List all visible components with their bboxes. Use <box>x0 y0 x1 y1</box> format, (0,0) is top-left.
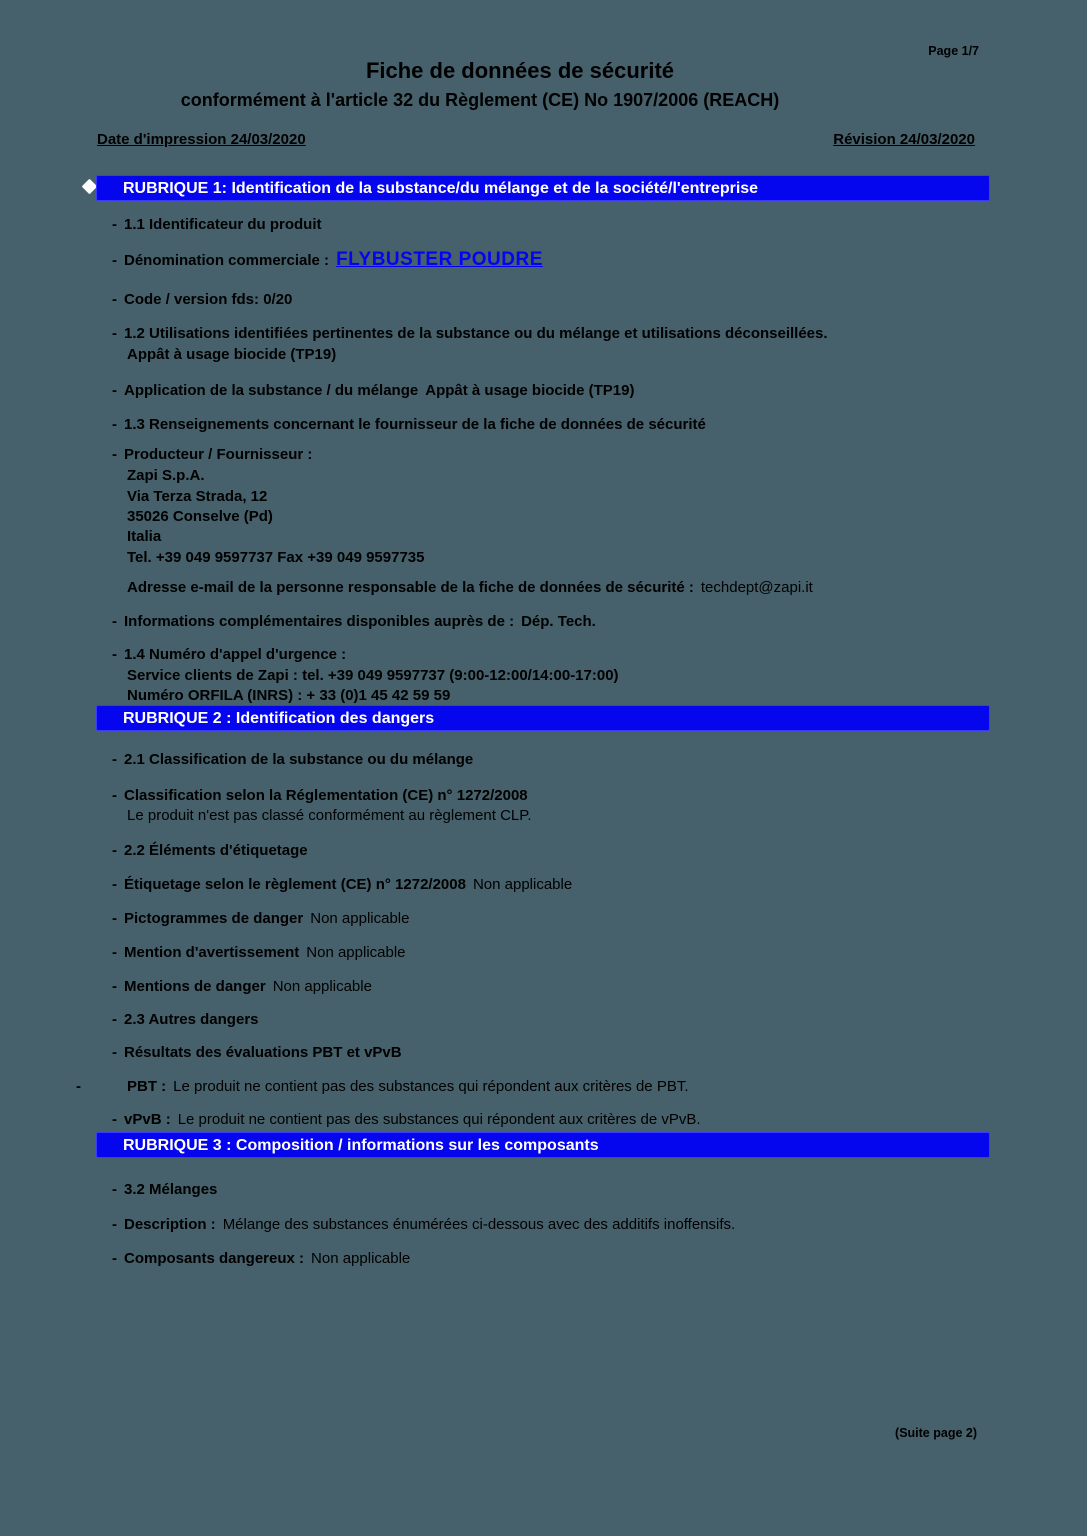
line-labelling-reg: - Étiquetage selon le règlement (CE) n° 1272/2008 Non applicable <box>112 876 573 893</box>
bullet-dash: - <box>112 1011 117 1028</box>
line-emergency-heading: - 1.4 Numéro d'appel d'urgence : <box>112 646 347 663</box>
bullet-dash: - <box>112 382 117 399</box>
line-other-hazards: - 2.3 Autres dangers <box>112 1011 259 1028</box>
section-header-rubrique-2 <box>96 705 990 731</box>
bullet-dash: - <box>112 1216 117 1233</box>
line-application: - Application de la substance / du mélange Appât à usage biocide (TP19) <box>112 382 635 399</box>
producer-phone-fax: Tel. +39 049 9597737 Fax +39 049 9597735 <box>127 549 425 566</box>
bullet-dash: - <box>112 787 117 804</box>
line-vpvb: - vPvB : Le produit ne contient pas des substances qui répondent aux critères de vPvB. <box>112 1111 701 1128</box>
line-trade-name: - Dénomination commerciale : FLYBUSTER POUDRE <box>112 249 543 270</box>
bullet-dash: - <box>112 216 117 233</box>
document-subtitle: conformément à l'article 32 du Règlement (CE) No 1907/2006 (REACH) <box>180 90 780 110</box>
line-pbt-heading: - Résultats des évaluations PBT et vPvB <box>112 1044 402 1061</box>
bullet-dash: - <box>112 1181 117 1198</box>
margin-dash: - <box>76 1078 81 1095</box>
bullet-dash: - <box>112 1044 117 1061</box>
line-more-info: - Informations complémentaires disponibles auprès de : Dép. Tech. <box>112 613 596 630</box>
bullet-dash: - <box>112 252 117 269</box>
line-email: Adresse e-mail de la personne responsable de la fiche de données de sécurité : techdept@zapi.it <box>127 579 813 596</box>
line-mixtures: - 3.2 Mélanges <box>112 1181 218 1198</box>
bullet-dash: - <box>112 613 117 630</box>
page-number: Page 1/7 <box>928 44 979 58</box>
bullet-dash: - <box>112 944 117 961</box>
line-hazardous-components: - Composants dangereux : Non applicable <box>112 1250 411 1267</box>
bullet-dash: - <box>112 646 117 663</box>
bullet-dash: - <box>112 416 117 433</box>
line-product-identifier: - 1.1 Identificateur du produit <box>112 216 322 233</box>
bullet-dash: - <box>112 751 117 768</box>
line-supplier-heading: - 1.3 Renseignements concernant le fournisseur de la fiche de données de sécurité <box>112 416 706 433</box>
bullet-dash: - <box>112 1111 117 1128</box>
email-value: techdept@zapi.it <box>700 579 813 596</box>
cursor-diamond-icon <box>82 179 98 195</box>
section-header-rubrique-3 <box>96 1132 990 1158</box>
line-hazard-statements: - Mentions de danger Non applicable <box>112 978 372 995</box>
continuation-note: (Suite page 2) <box>895 1426 977 1440</box>
producer-company: Zapi S.p.A. <box>127 467 205 484</box>
line-code-version: - Code / version fds: 0/20 <box>112 291 293 308</box>
document-title: Fiche de données de sécurité <box>365 58 675 83</box>
bullet-dash: - <box>112 291 117 308</box>
line-classification-heading: - 2.1 Classification de la substance ou du mélange <box>112 751 474 768</box>
bullet-dash: - <box>112 842 117 859</box>
line-classification-reg: - Classification selon la Réglementation (CE) n° 1272/2008 <box>112 787 528 804</box>
section-3-title: RUBRIQUE 3 : Composition / informations sur les composants <box>123 1137 599 1154</box>
bullet-dash: - <box>112 910 117 927</box>
section-header-rubrique-1 <box>96 175 990 201</box>
line-pictograms: - Pictogrammes de danger Non applicable <box>112 910 410 927</box>
producer-country: Italia <box>127 528 162 545</box>
revision-date: Révision 24/03/2020 <box>833 131 975 148</box>
bullet-dash: - <box>112 978 117 995</box>
section-2-title: RUBRIQUE 2 : Identification des dangers <box>123 710 435 727</box>
line-classification-reg-value: Le produit n'est pas classé conformément au règlement CLP. <box>127 807 532 824</box>
bullet-dash: - <box>112 446 117 463</box>
line-identified-uses-2: Appât à usage biocide (TP19) <box>127 346 337 363</box>
line-emergency-service: Service clients de Zapi : tel. +39 049 9597737 (9:00-12:00/14:00-17:00) <box>127 667 619 684</box>
line-producer-label: - Producteur / Fournisseur : <box>112 446 313 463</box>
line-emergency-orfila: Numéro ORFILA (INRS) : + 33 (0)1 45 42 59 59 <box>127 687 451 704</box>
bullet-dash: - <box>112 325 117 342</box>
producer-street: Via Terza Strada, 12 <box>127 488 268 505</box>
line-description: - Description : Mélange des substances énumérées ci-dessous avec des additifs inoffensifs. <box>112 1216 736 1233</box>
line-identified-uses: - 1.2 Utilisations identifiées pertinentes de la substance ou du mélange et utilisations déconseillées. <box>112 325 828 342</box>
product-name-link[interactable]: FLYBUSTER POUDRE <box>336 249 543 270</box>
section-1-title: RUBRIQUE 1: Identification de la substance/du mélange et de la société/l'entreprise <box>123 180 759 197</box>
bullet-dash: - <box>112 876 117 893</box>
bullet-dash: - <box>112 1250 117 1267</box>
line-pbt: PBT : Le produit ne contient pas des substances qui répondent aux critères de PBT. <box>127 1078 689 1095</box>
producer-city: 35026 Conselve (Pd) <box>127 508 273 525</box>
line-labelling-heading: - 2.2 Éléments d'étiquetage <box>112 842 308 859</box>
print-date: Date d'impression 24/03/2020 <box>97 131 306 148</box>
line-signal-word: - Mention d'avertissement Non applicable <box>112 944 406 961</box>
